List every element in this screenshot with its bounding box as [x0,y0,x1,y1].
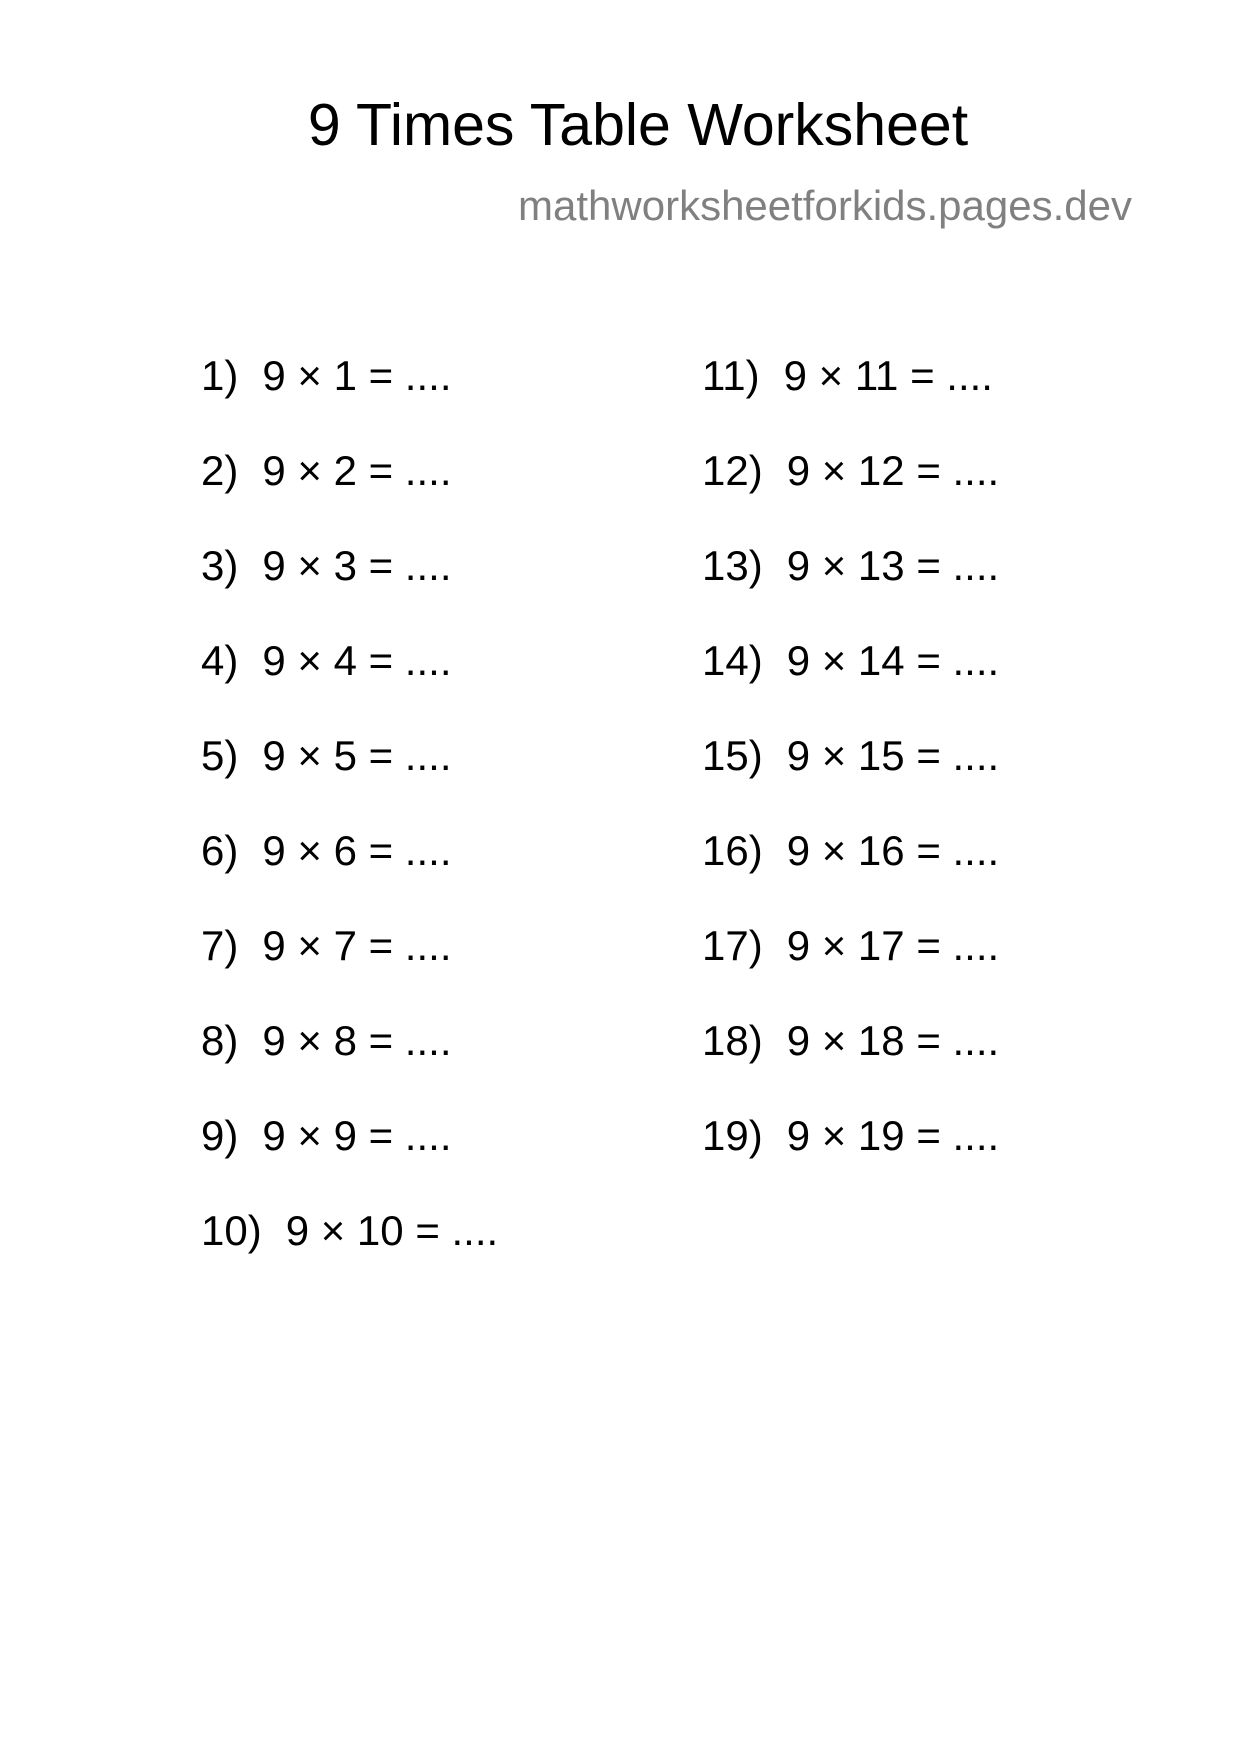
problem-number: 11) [702,352,760,399]
problem-expression: 9 × 2 = .... [262,447,452,494]
problem-expression: 9 × 5 = .... [262,732,452,779]
website-url: mathworksheetforkids.pages.dev [518,182,1132,229]
problem-10 [201,1207,499,1254]
problem-16 [702,827,1000,874]
problem-expression: 9 × 12 = .... [786,447,1000,494]
problem-number: 15) [702,732,763,779]
problem-expression: 9 × 6 = .... [262,827,452,874]
problem-number: 10) [201,1207,262,1254]
problem-12 [702,447,1000,494]
problem-expression: 9 × 15 = .... [786,732,1000,779]
problem-expression: 9 × 14 = .... [786,637,1000,684]
problem-number: 1) [201,352,239,399]
problem-number: 19) [702,1112,763,1159]
problem-number: 9) [201,1112,239,1159]
problem-expression: 9 × 9 = .... [262,1112,452,1159]
problem-expression: 9 × 13 = .... [786,542,1000,589]
problem-expression: 9 × 17 = .... [786,922,1000,969]
problem-number: 4) [201,637,239,684]
problem-number: 5) [201,732,239,779]
problem-expression: 9 × 3 = .... [262,542,452,589]
problem-number: 17) [702,922,763,969]
worksheet-title: 9 Times Table Worksheet [307,92,969,158]
problem-13 [702,542,1000,589]
problem-expression: 9 × 4 = .... [262,637,452,684]
problem-number: 6) [201,827,239,874]
problem-8 [201,1017,452,1064]
problem-expression: 9 × 10 = .... [285,1207,499,1254]
problem-number: 12) [702,447,763,494]
problem-number: 16) [702,827,763,874]
problem-number: 7) [201,922,239,969]
problem-number: 13) [702,542,763,589]
problem-expression: 9 × 11 = .... [783,352,993,399]
problem-14 [702,637,1000,684]
problem-9 [201,1112,452,1159]
problem-3 [201,542,452,589]
problem-4 [201,637,452,684]
problem-number: 8) [201,1017,239,1064]
problem-number: 3) [201,542,239,589]
problem-expression: 9 × 19 = .... [786,1112,1000,1159]
problem-1 [201,352,452,399]
problem-15 [702,732,1000,779]
problem-expression: 9 × 16 = .... [786,827,1000,874]
problem-expression: 9 × 7 = .... [262,922,452,969]
problem-5 [201,732,452,779]
problem-number: 14) [702,637,763,684]
problem-11 [702,352,993,399]
problem-6 [201,827,452,874]
problem-number: 18) [702,1017,763,1064]
problem-18 [702,1017,1000,1064]
problem-number: 2) [201,447,239,494]
problem-19 [702,1112,1000,1159]
problem-17 [702,922,1000,969]
problem-expression: 9 × 8 = .... [262,1017,452,1064]
problem-expression: 9 × 1 = .... [262,352,452,399]
problem-expression: 9 × 18 = .... [786,1017,1000,1064]
problem-2 [201,447,452,494]
problem-7 [201,922,452,969]
